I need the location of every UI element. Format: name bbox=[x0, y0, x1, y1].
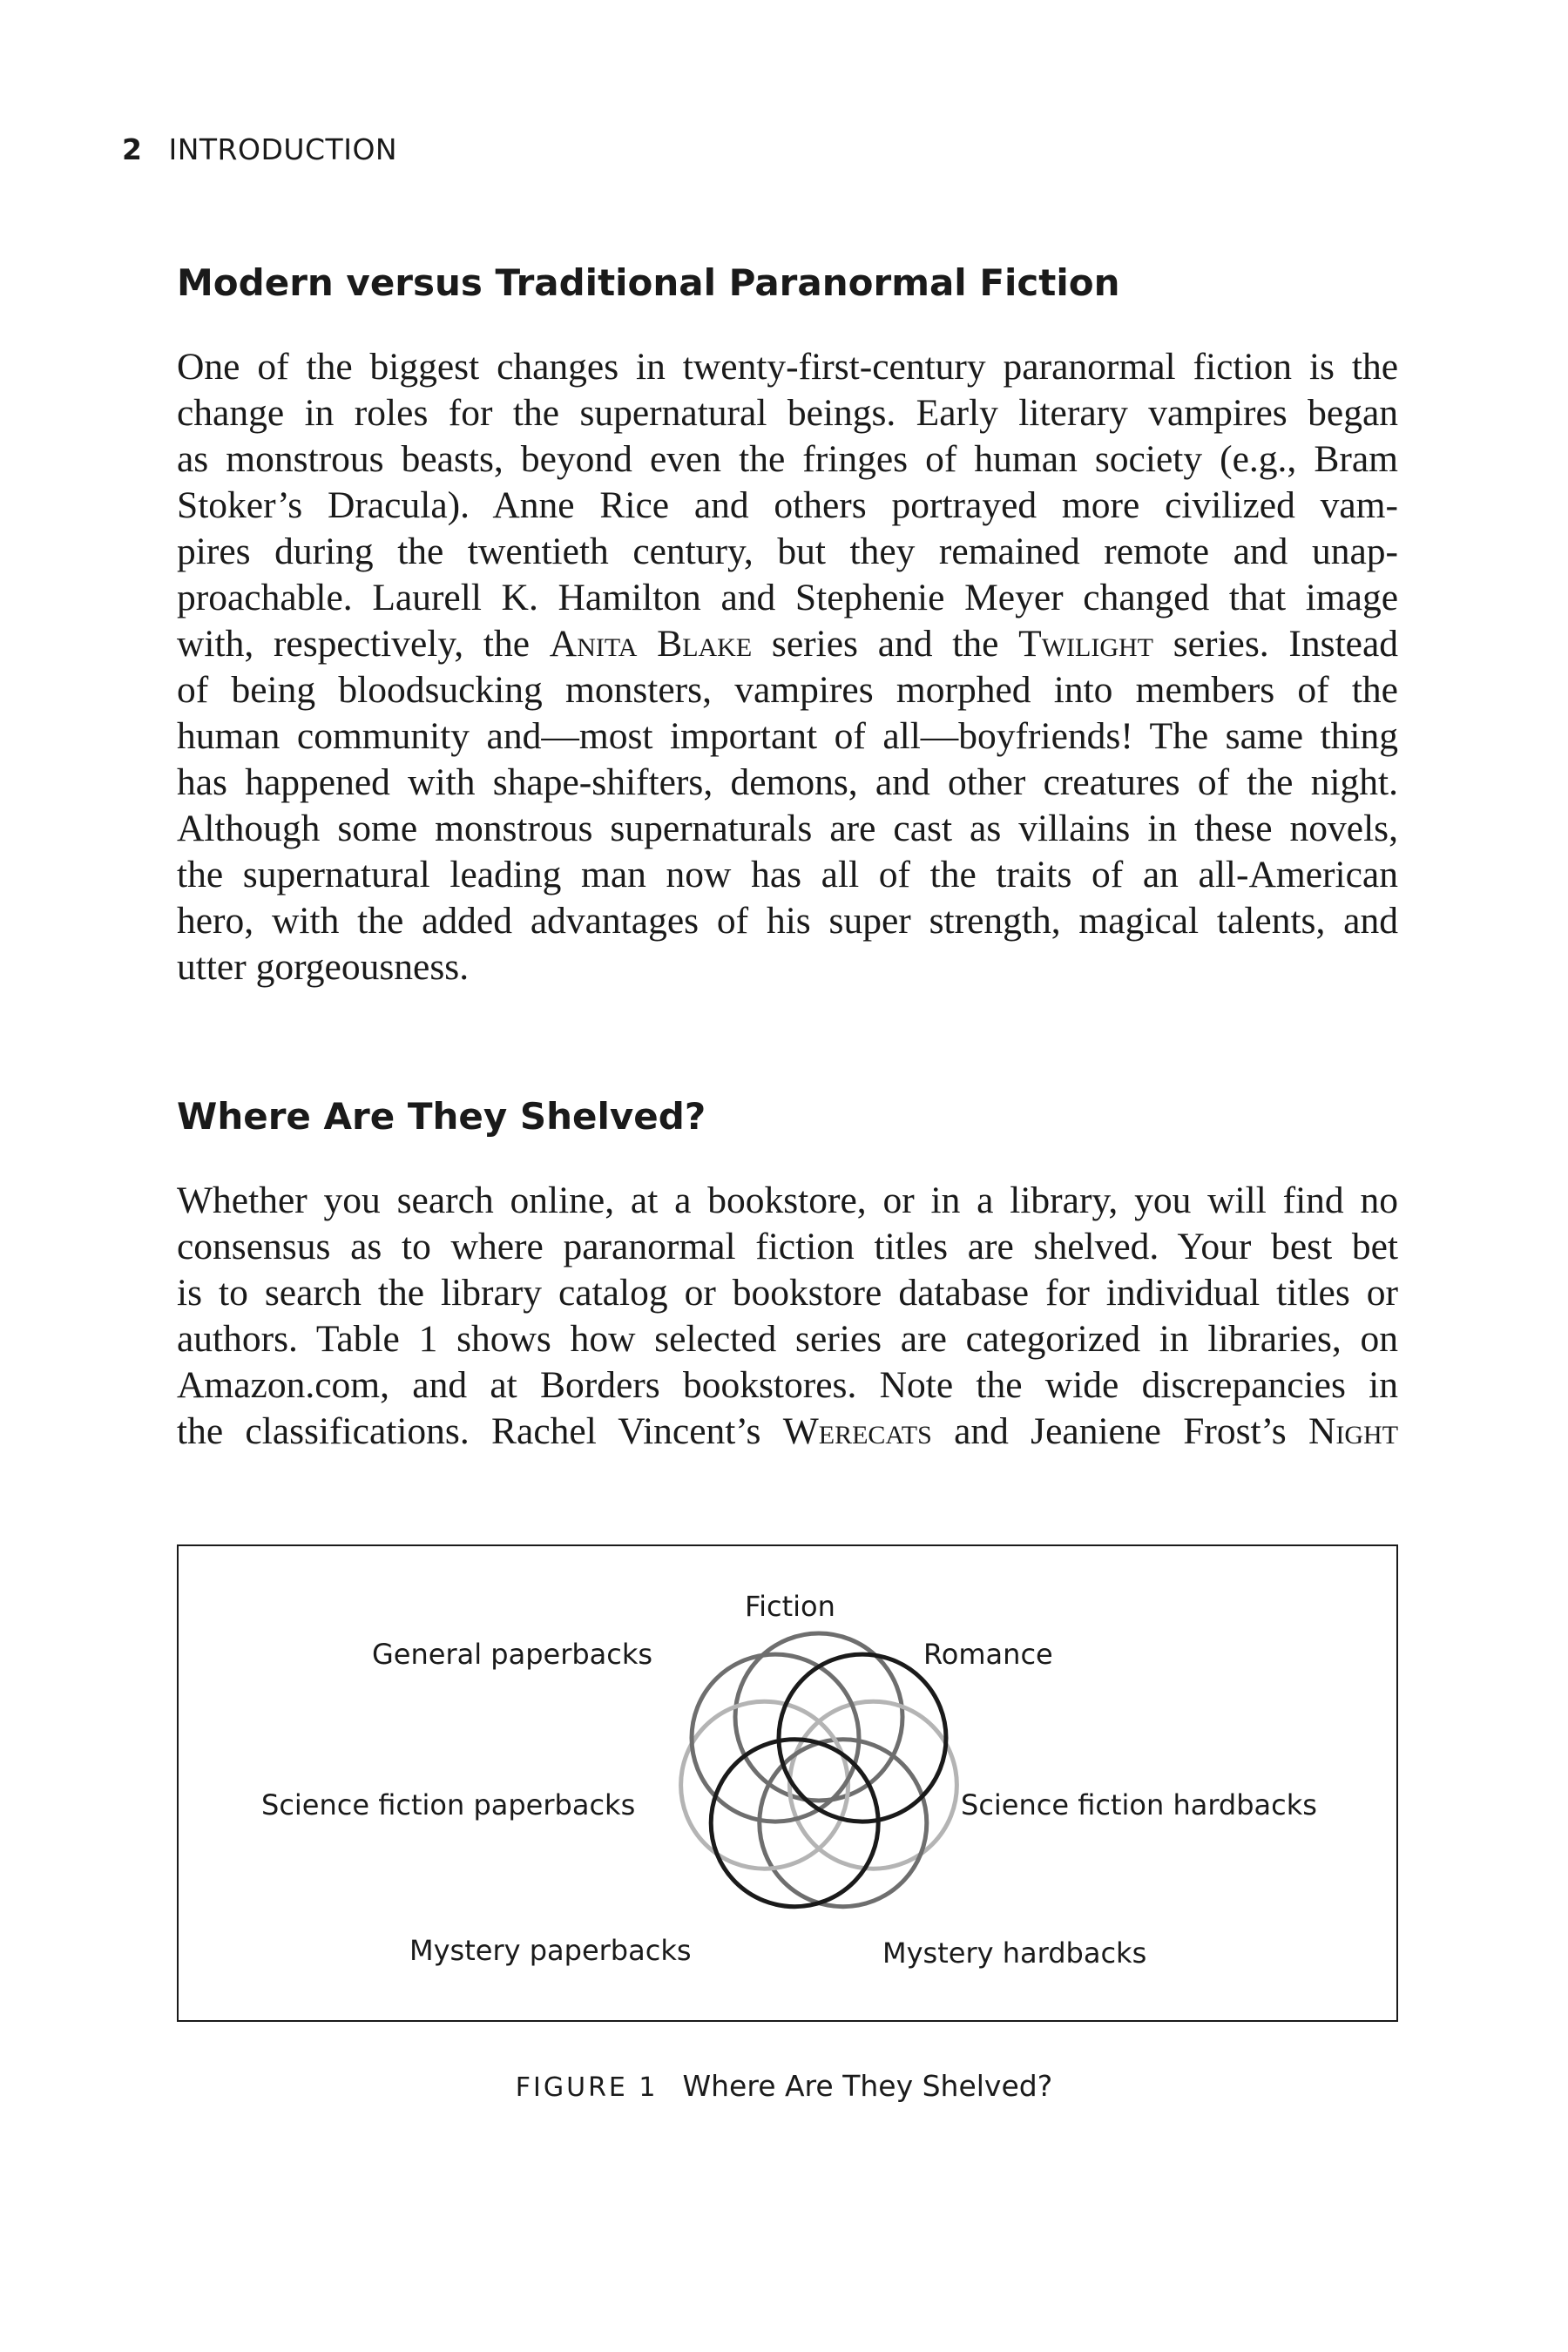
text-line: human community and—most important of all—boyfriends! The same thing bbox=[177, 715, 1398, 757]
figure-caption-title: Where Are They Shelved? bbox=[682, 2069, 1053, 2103]
series-name-werecats: Werecats bbox=[782, 1410, 932, 1452]
text-line: change in roles for the supernatural beings. Early literary vampires began bbox=[177, 392, 1398, 434]
text-line: Stoker’s Dracula). Anne Rice and others portrayed more civilized vam- bbox=[177, 484, 1398, 526]
figure-number: FIGURE 1 bbox=[515, 2072, 659, 2103]
label-science-fiction-hardbacks: Science fiction hardbacks bbox=[961, 1788, 1317, 1821]
series-name-anita-blake: Anita Blake bbox=[549, 623, 753, 665]
text-line: proachable. Laurell K. Hamilton and Stephenie Meyer changed that image bbox=[177, 577, 1398, 618]
running-head-title: INTRODUCTION bbox=[168, 132, 398, 166]
section2-paragraph bbox=[177, 1178, 1398, 1455]
label-general-paperbacks: General paperbacks bbox=[372, 1638, 653, 1671]
text-fragment: with, respectively, the bbox=[177, 623, 531, 665]
text-line: has happened with shape-shifters, demons, and other creatures of the night. bbox=[177, 761, 1398, 803]
figure-caption bbox=[0, 2069, 1568, 2103]
text-line: authors. Table 1 shows how selected series are categorized in libraries, on bbox=[177, 1318, 1398, 1360]
text-line bbox=[177, 621, 1398, 667]
label-mystery-paperbacks: Mystery paperbacks bbox=[409, 1934, 692, 1967]
label-fiction: Fiction bbox=[745, 1590, 835, 1623]
text-line: Whether you search online, at a bookstore, or in a library, you will find no bbox=[177, 1179, 1398, 1221]
running-head bbox=[122, 132, 397, 166]
label-science-fiction-paperbacks: Science fiction paperbacks bbox=[261, 1788, 636, 1821]
text-line: the supernatural leading man now has all of the traits of an all-American bbox=[177, 854, 1398, 896]
label-mystery-hardbacks: Mystery hardbacks bbox=[882, 1936, 1147, 1970]
text-fragment: the classifications. Rachel Vincent’s bbox=[177, 1410, 761, 1452]
text-line bbox=[177, 1409, 1398, 1455]
text-line: Amazon.com, and at Borders bookstores. Note the wide discrepancies in bbox=[177, 1364, 1398, 1406]
text-fragment: series and the bbox=[771, 623, 999, 665]
text-line: Although some monstrous supernaturals are cast as villains in these novels, bbox=[177, 808, 1398, 849]
series-name-night: Night bbox=[1308, 1410, 1399, 1452]
text-fragment: and Jeaniene Frost’s bbox=[954, 1410, 1287, 1452]
figure-where-shelved bbox=[177, 1544, 1398, 2022]
series-name-twilight: Twilight bbox=[1018, 623, 1153, 665]
text-line: consensus as to where paranormal fiction titles are shelved. Your best bet bbox=[177, 1226, 1398, 1267]
text-fragment: series. Instead bbox=[1173, 623, 1399, 665]
page-number: 2 bbox=[122, 132, 143, 166]
text-line: One of the biggest changes in twenty-first-century paranormal fiction is the bbox=[177, 346, 1398, 388]
section1-paragraph bbox=[177, 344, 1398, 990]
text-line: as monstrous beasts, beyond even the fringes of human society (e.g., Bram bbox=[177, 438, 1398, 480]
text-line: of being bloodsucking monsters, vampires morphed into members of the bbox=[177, 669, 1398, 711]
text-line: hero, with the added advantages of his super strength, magical talents, and bbox=[177, 900, 1398, 942]
section-heading-modern-vs-traditional: Modern versus Traditional Paranormal Fiction bbox=[177, 261, 1120, 304]
section-heading-where-shelved: Where Are They Shelved? bbox=[177, 1095, 706, 1138]
text-line: pires during the twentieth century, but they remained remote and unap- bbox=[177, 531, 1398, 572]
venn-ring bbox=[735, 1633, 902, 1801]
label-romance: Romance bbox=[923, 1638, 1053, 1671]
text-line: is to search the library catalog or bookstore database for individual titles or bbox=[177, 1272, 1398, 1314]
text-line: utter gorgeousness. bbox=[177, 946, 470, 988]
